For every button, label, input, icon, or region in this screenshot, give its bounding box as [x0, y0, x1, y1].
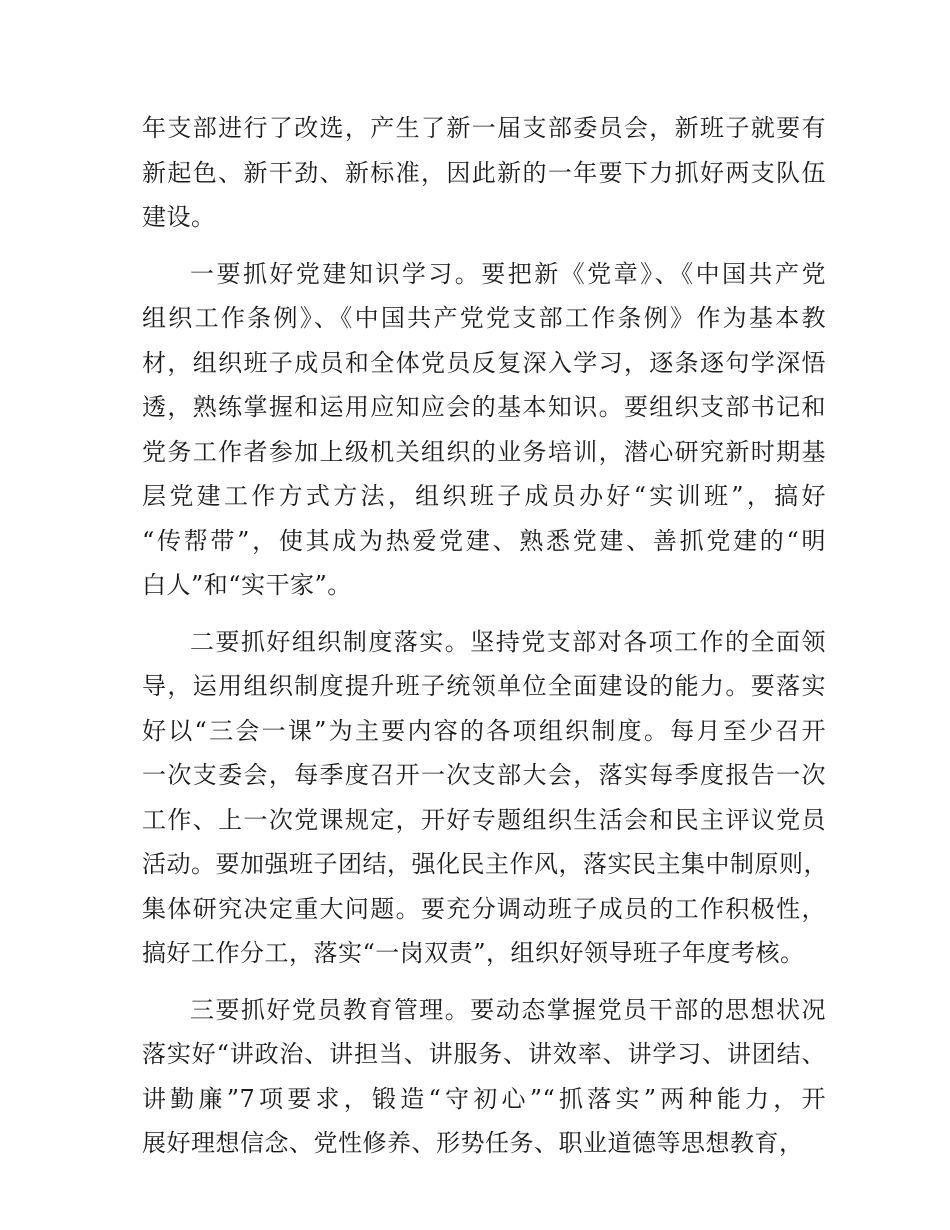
text-line: 好以“三会一课”为主要内容的各项组织制度。每月至少召开	[142, 716, 826, 745]
document-body	[142, 106, 826, 1178]
text-line: 组织工作条例》、《中国共产党党支部工作条例》作为基本教	[142, 304, 826, 332]
text-line: 材，组织班子成员和全体党员反复深入学习，逐条逐句学深悟	[142, 348, 826, 377]
text-line: 党务工作者参加上级机关组织的业务培训，潜心研究新时期基	[142, 437, 826, 466]
text-line: 讲勤廉”7项要求，锻造“守初心”“抓落实”两种能力，开	[142, 1084, 826, 1113]
paragraph-member-education	[142, 988, 826, 1166]
paragraph-organization-system	[142, 620, 826, 976]
text-line: 工作、上一次党课规定，开好专题组织生活会和民主评议党员	[142, 805, 826, 834]
text-line: 建设。	[142, 203, 216, 231]
text-line: 一要抓好党建知识学习。要把新《党章》、《中国共产党	[190, 259, 826, 288]
paragraph-party-knowledge	[142, 252, 826, 608]
text-line: 展好理想信念、党性修养、形势任务、职业道德等思想教育，	[142, 1129, 804, 1157]
text-line: 落实好“讲政治、讲担当、讲服务、讲效率、讲学习、讲团结、	[142, 1040, 826, 1068]
text-line: 搞好工作分工，落实“一岗双责”，组织好领导班子年度考核。	[142, 939, 805, 967]
text-line: 年支部进行了改选，产生了新一届支部委员会，新班子就要有	[142, 114, 826, 142]
text-line: 层党建工作方式方法，组织班子成员办好“实训班”，搞好	[142, 482, 826, 510]
text-line: 集体研究决定重大问题。要充分调动班子成员的工作积极性，	[142, 894, 826, 923]
text-line: “传帮带”，使其成为热爱党建、熟悉党建、善抓党建的“明	[142, 526, 826, 555]
text-line: 二要抓好组织制度落实。坚持党支部对各项工作的全面领	[190, 627, 826, 656]
text-line: 活动。要加强班子团结，强化民主作风，落实民主集中制原则，	[142, 850, 828, 878]
text-line: 新起色、新干劲、新标准，因此新的一年要下力抓好两支队伍	[142, 158, 826, 187]
text-line: 导，运用组织制度提升班子统领单位全面建设的能力。要落实	[142, 672, 826, 700]
text-line: 白人”和“实干家”。	[142, 571, 352, 599]
text-line: 三要抓好党员教育管理。要动态掌握党员干部的思想状况	[190, 995, 826, 1024]
text-line: 透，熟练掌握和运用应知应会的基本知识。要组织支部书记和	[142, 393, 826, 421]
paragraph-intro	[142, 106, 826, 240]
text-line: 一次支委会，每季度召开一次支部大会，落实每季度报告一次	[142, 761, 826, 789]
